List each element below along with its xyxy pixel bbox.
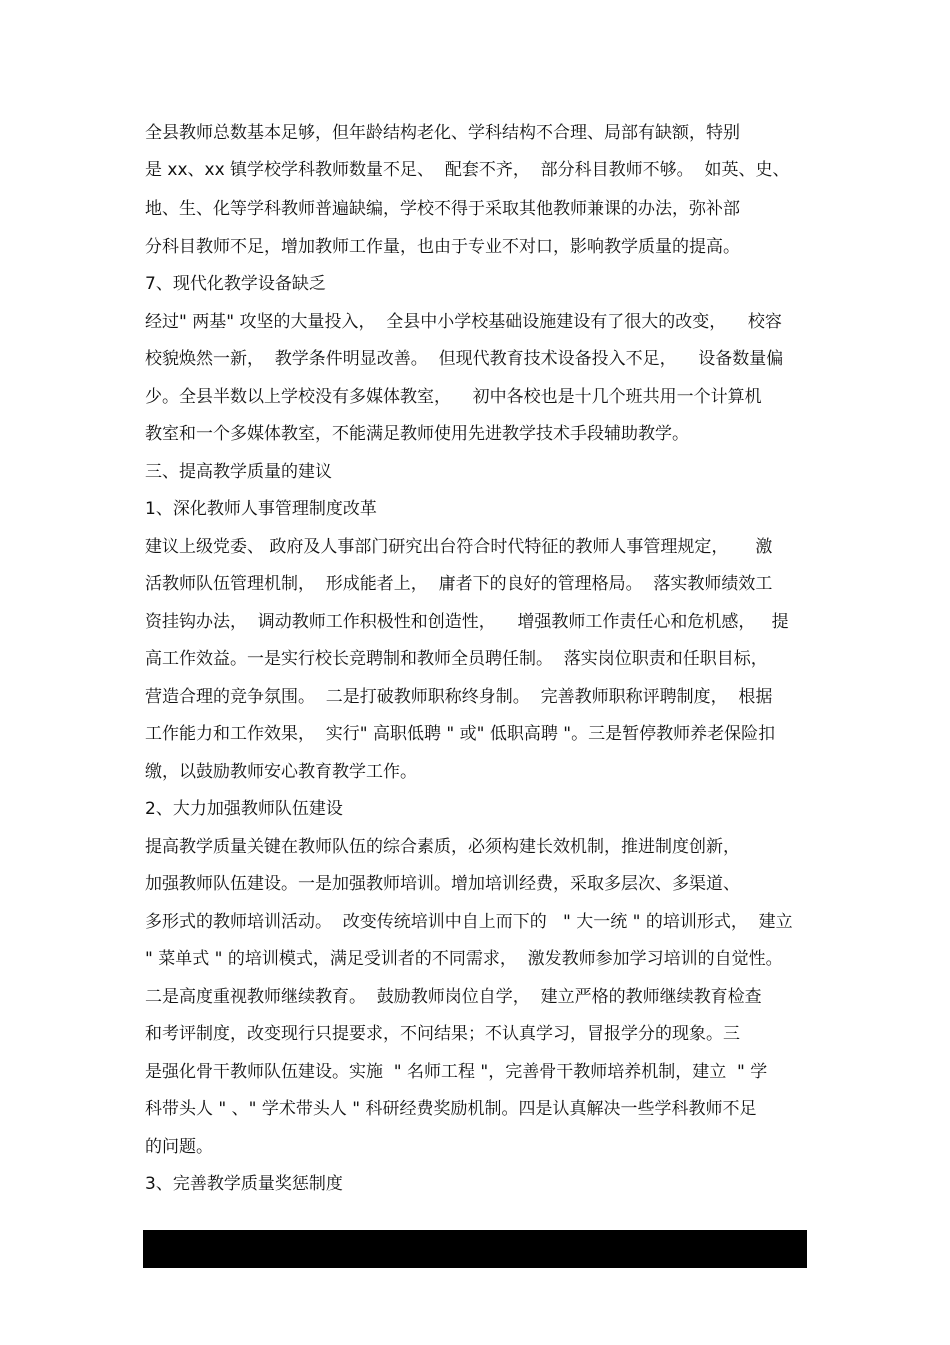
paragraph-line: 提高教学质量关键在教师队伍的综合素质，必须构建长效机制，推进制度创新， [145,837,740,857]
paragraph-line: 校貌焕然一新， 教学条件明显改善。 但现代教育技术设备投入不足， 设备数量偏 [145,349,784,369]
section-heading: 1、深化教师人事管理制度改革 [145,499,377,519]
paragraph-line: 分科目教师不足，增加教师工作量，也由于专业不对口，影响教学质量的提高。 [145,237,740,257]
section-heading: 2、大力加强教师队伍建设 [145,799,343,819]
section-heading: 三、提高教学质量的建议 [145,462,332,482]
paragraph-line: 工作能力和工作效果， 实行" 高职低聘 " 或" 低职高聘 "。三是暂停教师养老保险扣 [145,724,776,744]
paragraph-line: " 菜单式 " 的培训模式，满足受训者的不同需求， 激发教师参加学习培训的自觉性。 [145,949,783,969]
paragraph-line: 缴，以鼓励教师安心教育教学工作。 [145,762,417,782]
paragraph-line: 少。全县半数以上学校没有多媒体教室， 初中各校也是十几个班共用一个计算机 [145,387,762,407]
section-heading: 3、完善教学质量奖惩制度 [145,1174,343,1194]
paragraph-line: 是 xx、xx 镇学校学科教师数量不足、 配套不齐， 部分科目教师不够。 如英、史、 [145,160,790,180]
paragraph-line: 的问题。 [145,1137,213,1157]
paragraph-line: 建议上级党委、 政府及人事部门研究出台符合时代特征的教师人事管理规定， 激 [145,537,773,557]
section-heading: 7、现代化教学设备缺乏 [145,274,326,294]
paragraph-line: 活教师队伍管理机制， 形成能者上， 庸者下的良好的管理格局。 落实教师绩效工 [145,574,773,594]
paragraph-line: 是强化骨干教师队伍建设。实施 " 名师工程 "，完善骨干教师培养机制，建立 " 学 [145,1062,768,1082]
redaction-bar [143,1230,807,1268]
paragraph-line: 加强教师队伍建设。一是加强教师培训。增加培训经费，采取多层次、多渠道、 [145,874,740,894]
paragraph-line: 经过" 两基" 攻坚的大量投入， 全县中小学校基础设施建设有了很大的改变， 校容 [145,312,782,332]
paragraph-line: 营造合理的竞争氛围。 二是打破教师职称终身制。 完善教师职称评聘制度， 根据 [145,687,773,707]
paragraph-line: 教室和一个多媒体教室，不能满足教师使用先进教学技术手段辅助教学。 [145,424,689,444]
paragraph-line: 多形式的教师培训活动。 改变传统培训中自上而下的 " 大一统 " 的培训形式， 建立 [145,912,793,932]
paragraph-line: 二是高度重视教师继续教育。 鼓励教师岗位自学， 建立严格的教师继续教育检查 [145,987,762,1007]
paragraph-line: 高工作效益。一是实行校长竞聘制和教师全员聘任制。 落实岗位职责和任职目标， [145,649,768,669]
paragraph-line: 资挂钩办法， 调动教师工作积极性和创造性， 增强教师工作责任心和危机感， 提 [145,612,789,632]
paragraph-line: 全县教师总数基本足够，但年龄结构老化、学科结构不合理、局部有缺额，特别 [145,123,740,143]
paragraph-line: 科带头人 " 、" 学术带头人 " 科研经费奖励机制。四是认真解决一些学科教师不足 [145,1099,757,1119]
paragraph-line: 和考评制度，改变现行只提要求，不问结果；不认真学习，冒报学分的现象。三 [145,1024,740,1044]
paragraph-line: 地、生、化等学科教师普遍缺编，学校不得于采取其他教师兼课的办法，弥补部 [145,199,740,219]
